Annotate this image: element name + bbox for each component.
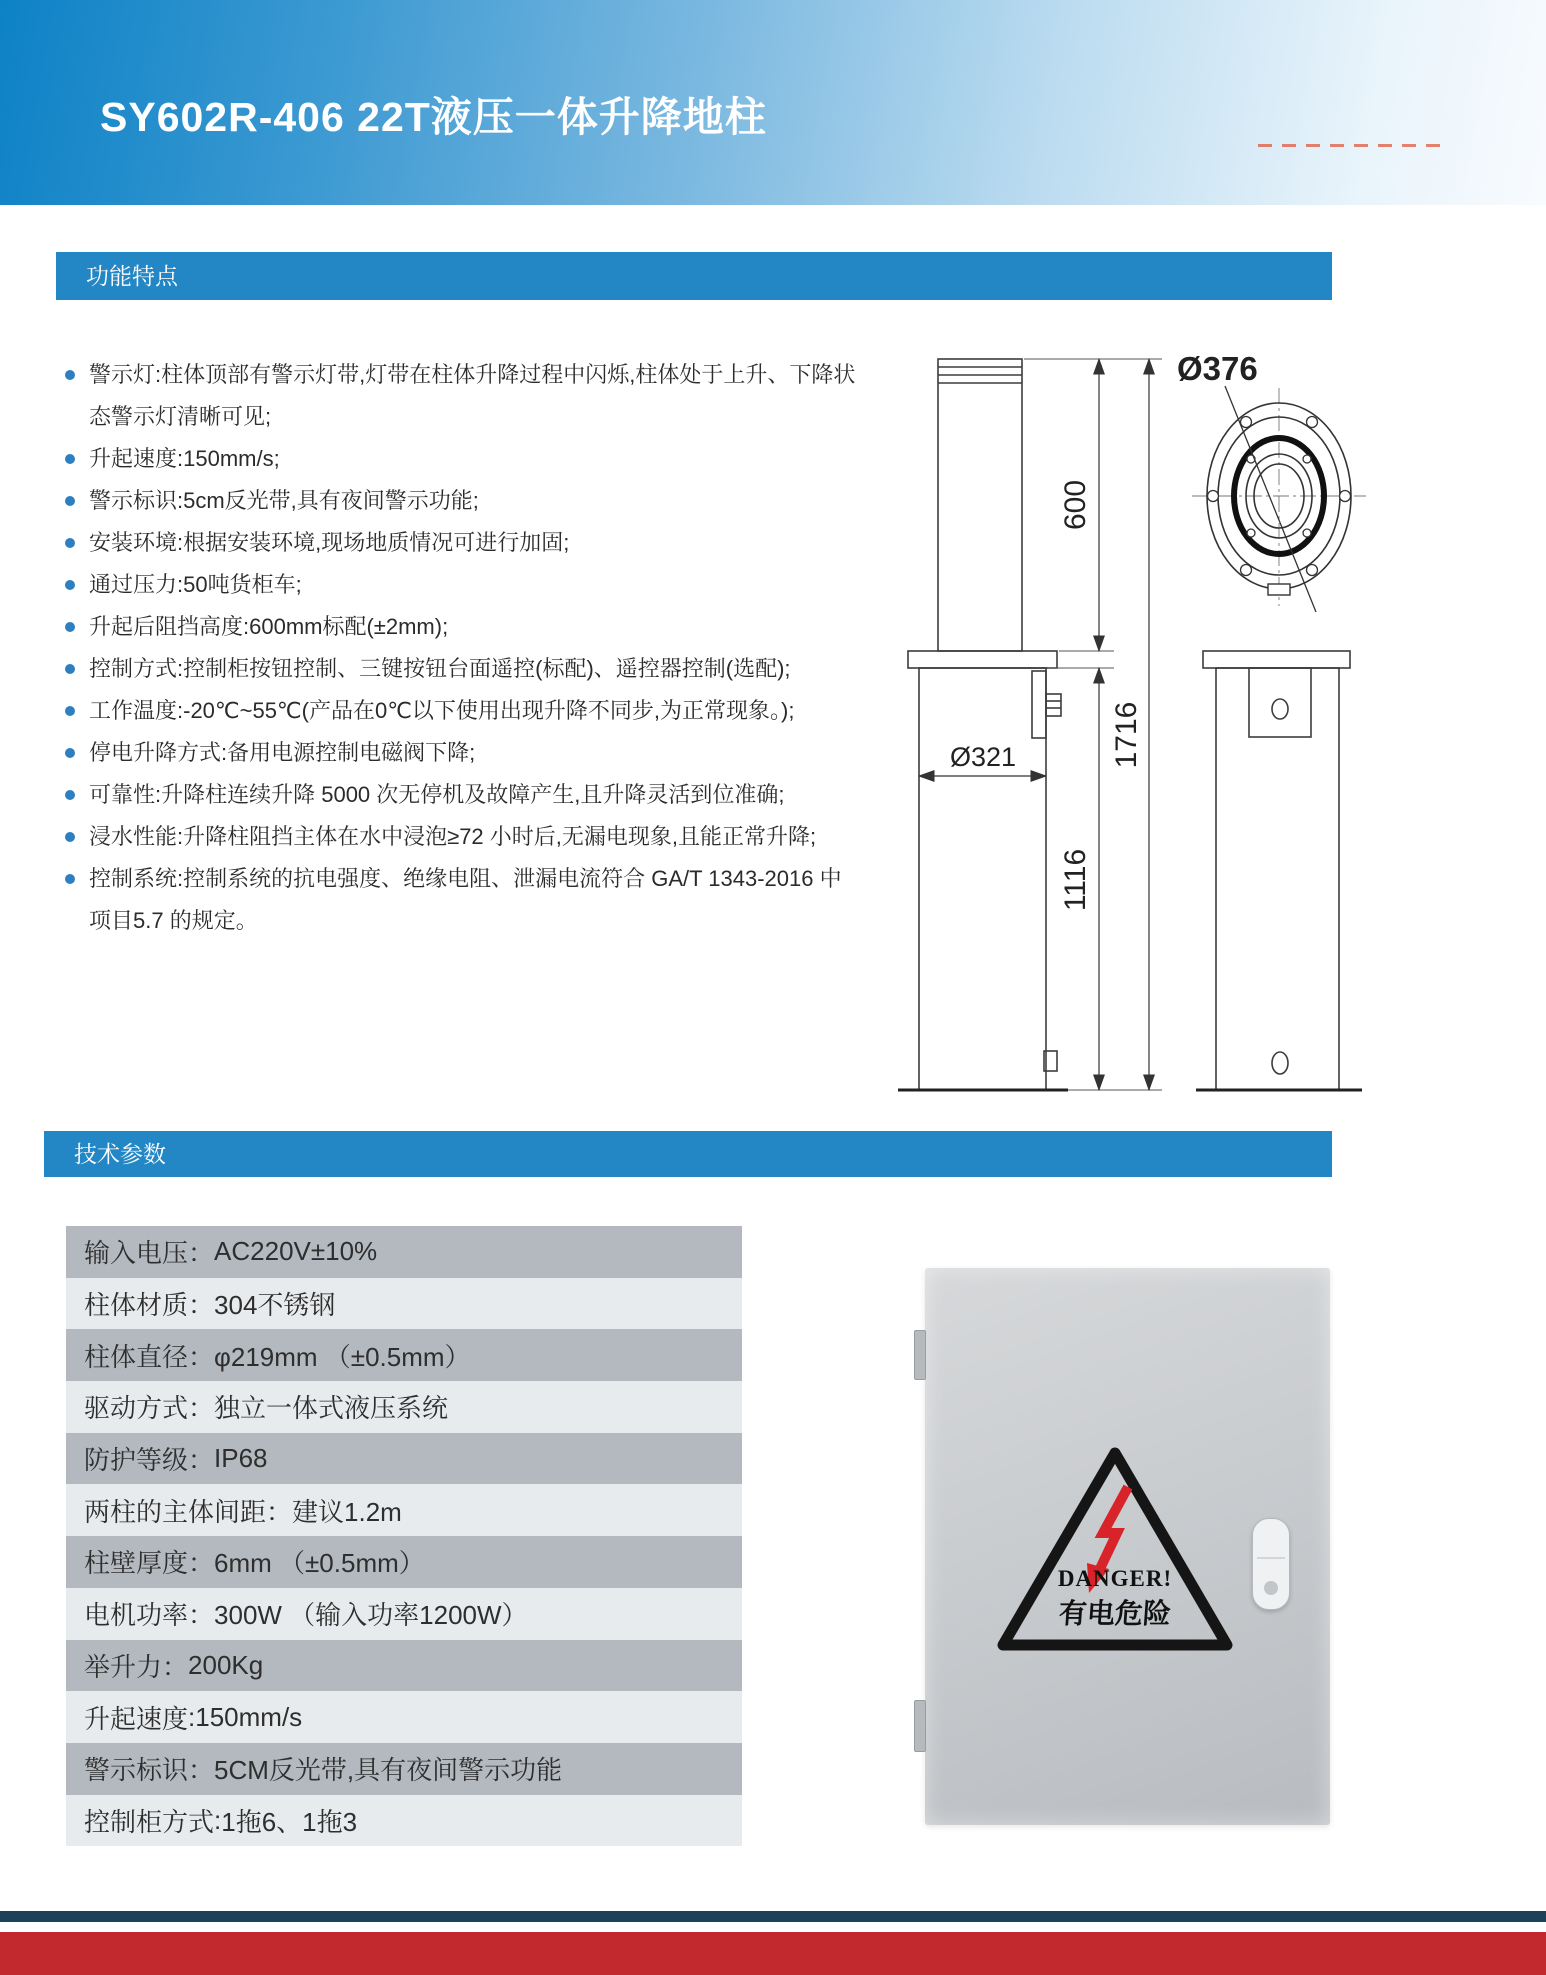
footer-red-stripe: [0, 1932, 1546, 1975]
section-header-features-label: 功能特点: [86, 263, 178, 289]
header-artifact-line: [1258, 144, 1448, 147]
bullet-icon: [65, 370, 75, 380]
drawing-front-view: [908, 359, 1061, 1090]
table-row: 警示标识 ： 5CM反光带,具有夜间警示功能: [66, 1743, 742, 1795]
spec-table: [66, 1226, 742, 1846]
table-row: 柱壁厚度 ： 6mm （±0.5mm）: [66, 1536, 742, 1588]
bullet-icon: [65, 790, 75, 800]
bullet-icon: [65, 874, 75, 884]
dim-1116-label: 1116: [1059, 848, 1092, 912]
dim-376-label: Ø376: [1177, 350, 1258, 387]
lightning-bolt-icon: [1097, 1487, 1128, 1575]
feature-item: 工作温度:-20℃~55℃(产品在0℃以下使用出现升降不同步,为正常现象。);: [62, 690, 862, 732]
bullet-icon: [65, 622, 75, 632]
table-row: 驱动方式 ： 独立一体式液压系统: [66, 1381, 742, 1433]
dim-321-label: Ø321: [949, 742, 1017, 772]
footer-navy-stripe: [0, 1911, 1546, 1922]
danger-text-en: DANGER!: [1057, 1566, 1173, 1591]
feature-item: 警示灯:柱体顶部有警示灯带,灯带在柱体升降过程中闪烁,柱体处于上升、下降状态警示灯清晰可见;: [62, 354, 862, 438]
feature-item: 控制系统:控制系统的抗电强度、绝缘电阻、泄漏电流符合 GA/T 1343-2016 中项目5.7 的规定。: [62, 858, 862, 942]
technical-drawing: [880, 330, 1400, 1100]
bullet-icon: [65, 706, 75, 716]
table-row: 举升力 ： 200Kg: [66, 1640, 742, 1692]
header-banner: [0, 0, 1546, 205]
page-title: SY602R-406 22T液压一体升降地柱: [100, 94, 767, 140]
feature-item: 安装环境:根据安装环境,现场地质情况可进行加固;: [62, 522, 862, 564]
table-row: 电机功率 ： 300W （输入功率1200W）: [66, 1588, 742, 1640]
table-row: 控制柜方式 : 1拖6、1拖3: [66, 1795, 742, 1847]
feature-item: 浸水性能:升降柱阻挡主体在水中浸泡≥72 小时后,无漏电现象,且能正常升降;: [62, 816, 862, 858]
feature-list: [62, 354, 862, 942]
bullet-icon: [65, 496, 75, 506]
handle-crease: [1257, 1557, 1285, 1559]
bullet-icon: [65, 454, 75, 464]
section-header-specs: [44, 1131, 1332, 1177]
cabinet-handle: [1252, 1518, 1290, 1610]
cabinet-hinge: [914, 1700, 926, 1752]
feature-item: 控制方式:控制柜按钮控制、三键按钮台面遥控(标配)、遥控器控制(选配);: [62, 648, 862, 690]
table-row: 柱体直径 ： φ219mm （±0.5mm）: [66, 1329, 742, 1381]
table-row: 柱体材质 ： 304不锈钢: [66, 1278, 742, 1330]
feature-item: 可靠性:升降柱连续升降 5000 次无停机及故障产生,且升降灵活到位准确;: [62, 774, 862, 816]
table-row: 输入电压 ： AC220V±10%: [66, 1226, 742, 1278]
bullet-icon: [65, 748, 75, 758]
bullet-icon: [65, 664, 75, 674]
section-header-specs-label: 技术参数: [74, 1141, 166, 1167]
handle-lock-button: [1264, 1581, 1278, 1595]
bullet-icon: [65, 580, 75, 590]
bullet-icon: [65, 538, 75, 548]
bullet-icon: [65, 832, 75, 842]
section-header-features: [56, 252, 1332, 300]
drawing-top-view: [1192, 386, 1366, 612]
dim-600-label: 600: [1059, 479, 1092, 531]
dim-1716-label: 1716: [1110, 701, 1143, 769]
danger-text-zh: 有电危险: [1057, 1598, 1172, 1629]
cabinet-hinge: [914, 1330, 926, 1380]
feature-item: 停电升降方式:备用电源控制电磁阀下降;: [62, 732, 862, 774]
drawing-side-view: [1203, 651, 1350, 1090]
feature-item: 升起速度:150mm/s;: [62, 438, 862, 480]
table-row: 升起速度 : 150mm/s: [66, 1691, 742, 1743]
table-row: 两柱的主体间距 ： 建议1.2m: [66, 1484, 742, 1536]
feature-item: 警示标识:5cm反光带,具有夜间警示功能;: [62, 480, 862, 522]
leader-line: [1225, 386, 1316, 612]
feature-item: 通过压力:50吨货柜车;: [62, 564, 862, 606]
table-row: 防护等级 ： IP68: [66, 1433, 742, 1485]
feature-item: 升起后阻挡高度:600mm标配(±2mm);: [62, 606, 862, 648]
